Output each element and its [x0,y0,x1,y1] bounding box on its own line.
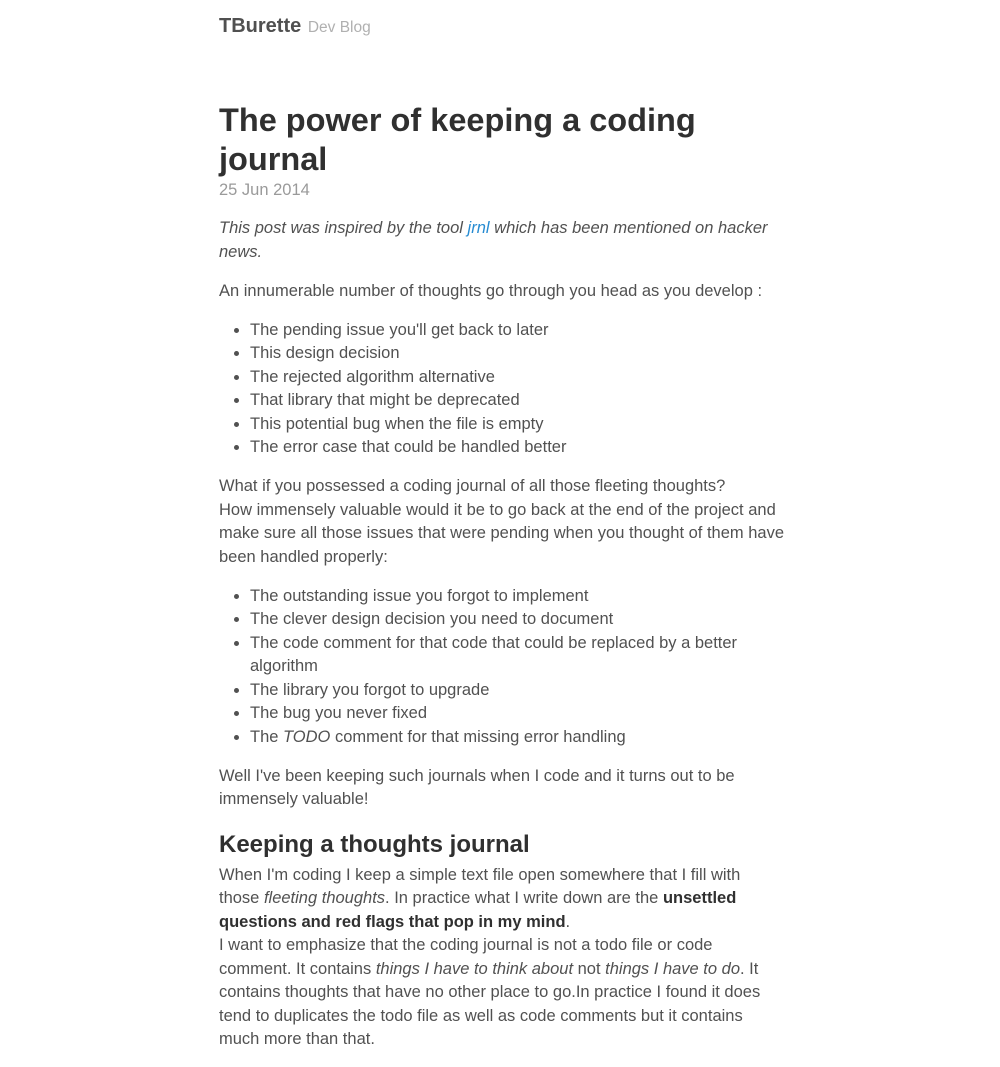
post-intro [219,217,784,264]
list-item: • The library you forgot to upgrade [250,679,784,703]
list-item: • The outstanding issue you forgot to implement [250,585,784,609]
post-date: 25 Jun 2014 [219,181,310,199]
post-intro-italic [219,219,768,261]
list-item: • The error case that could be handled better [250,436,784,460]
list-item-text-before: The [250,727,284,746]
paragraph-thoughts: An innumerable number of thoughts go through you head as you develop : [219,281,763,300]
emphasis: things I have to think about [375,959,574,978]
post [219,101,784,1067]
thoughts-list [219,319,784,460]
list-item: • The clever design decision you need to document [250,608,784,632]
list-item: • That library that might be deprecated [250,389,784,413]
paragraph-what-if-line1: What if you possessed a coding journal of all those fleeting thoughts? [219,477,726,495]
list-item-text-after: comment for that missing error handling [330,727,626,746]
list-item [250,726,784,750]
text: . [565,912,571,931]
paragraph-valuable: Well I've been keeping such journals when I code and it turns out to be immensely valuable! [219,766,735,808]
text: . In practice what I write down are the [385,889,663,907]
site-tagline: Dev Blog [307,19,371,36]
jrnl-link[interactable]: jrnl [467,219,490,237]
list-item: • This design decision [250,342,784,366]
text: . It contains thoughts that have no other place to go.In practice I found it does tend to duplicates the todo file as well as code comments but it contains much more than that. [219,959,761,1048]
emphasis: fleeting thoughts [263,889,386,907]
list-item: • The bug you never fixed [250,702,784,726]
issues-list [219,585,784,750]
list-item: • This potential bug when the file is empty [250,413,784,437]
emphasis: things I have to do [605,959,741,978]
section-heading: Keeping a thoughts journal [219,830,530,858]
strong-text: unsettled questions and red flags that pop in my mind [219,889,737,931]
intro-text-before: This post was inspired by the tool [219,219,468,237]
list-item: • The rejected algorithm alternative [250,366,784,390]
list-item: • The pending issue you'll get back to later [250,319,784,343]
paragraph-what-if [219,475,784,569]
masthead [219,15,371,40]
text: I want to emphasize that the coding journal is not a todo file or code comment. It contains [219,936,713,978]
text: When I'm coding I keep a simple text file open somewhere that I fill with those [219,865,741,907]
site-title-link[interactable]: TBurette [219,15,302,37]
list-item: • The code comment for that code that could be replaced by a better algorithm [250,632,784,679]
text: not [573,959,606,978]
paragraph-journal [219,864,784,1052]
intro-text-after: which has been mentioned on hacker news. [219,219,768,261]
todo-emphasis: TODO [283,727,331,746]
post-title: The power of keeping a coding journal [219,102,696,177]
paragraph-what-if-line2: How immensely valuable would it be to go back at the end of the project and make sure all those issues that were pending when you thought of them have been handled properly: [219,500,785,566]
